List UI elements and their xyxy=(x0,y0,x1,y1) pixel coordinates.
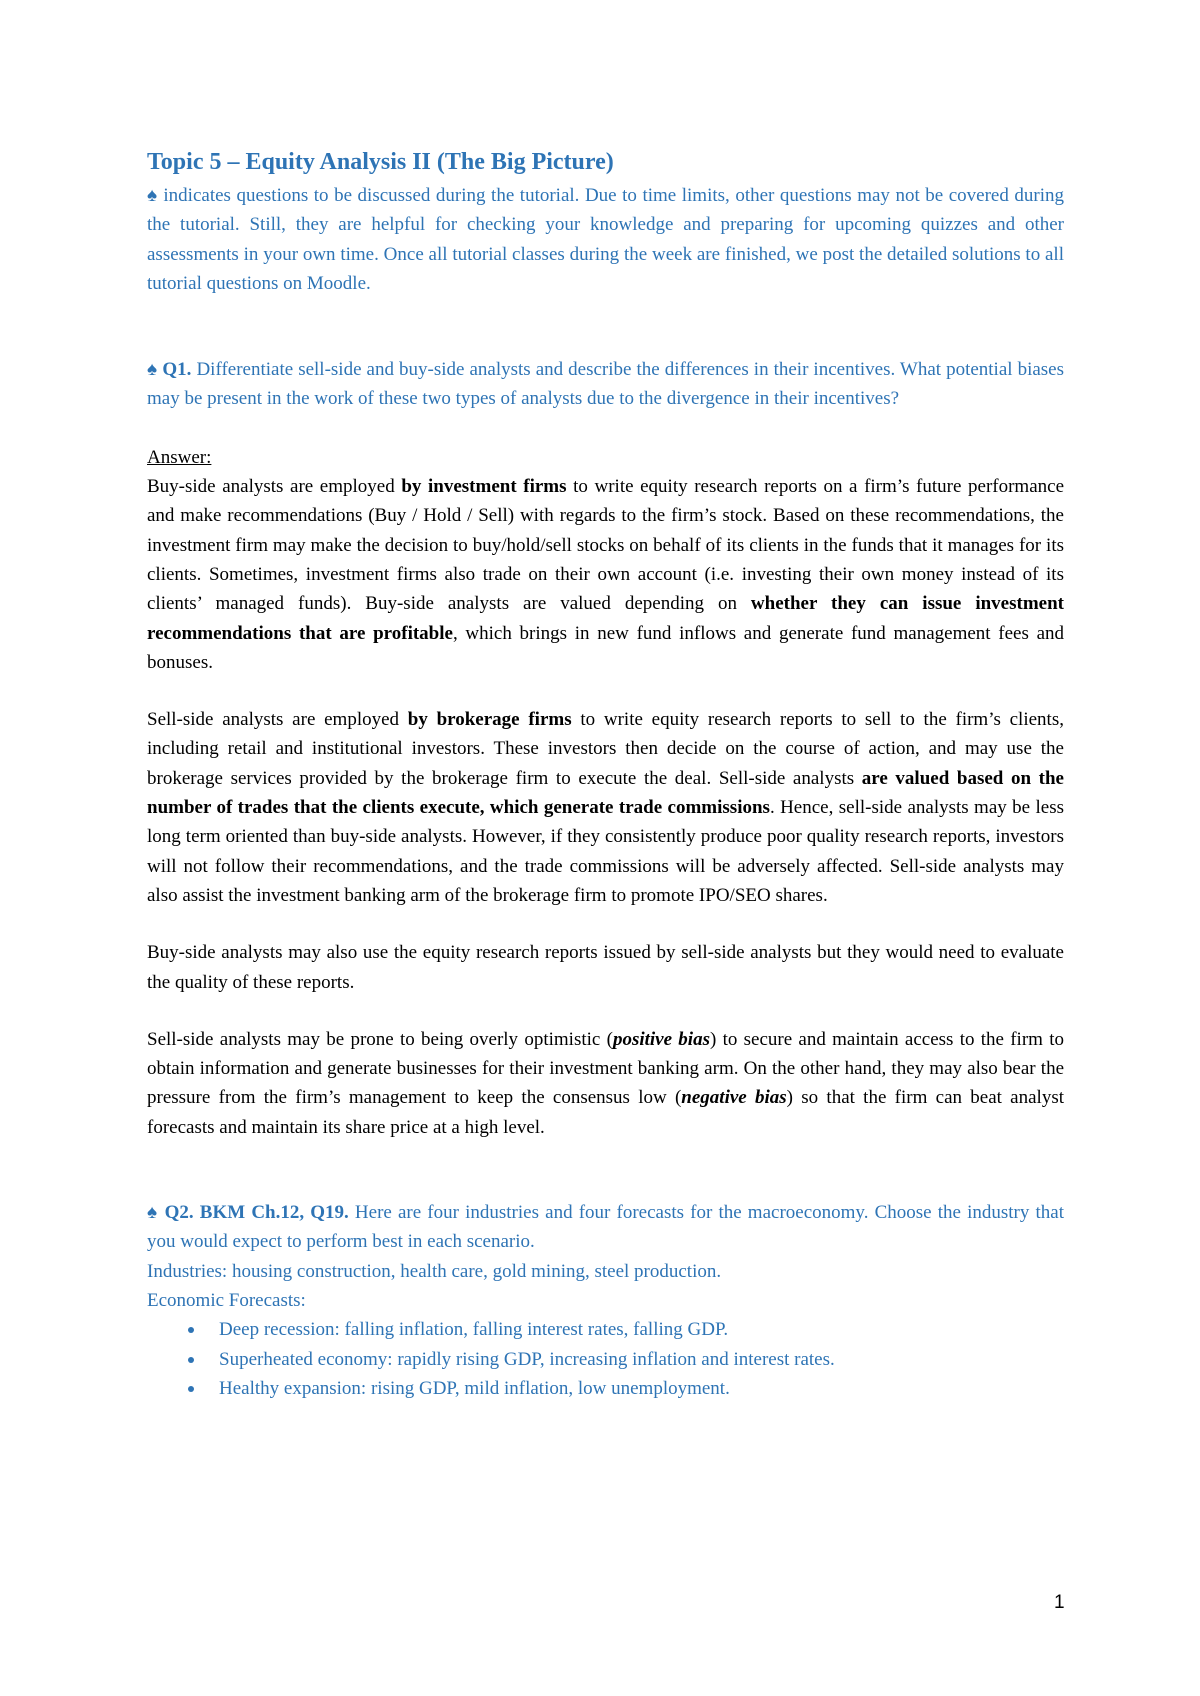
page-number: 1 xyxy=(1054,1592,1065,1613)
text-run: Buy-side analysts are employed xyxy=(147,476,402,498)
text-run: ) so that the firm can beat analyst forecasts and maintain its share price at a high level. xyxy=(147,1087,1064,1138)
bullet-icon xyxy=(188,1386,194,1392)
answer-paragraph-sell-side xyxy=(147,705,1064,910)
industries-line: Industries: housing construction, health care, gold mining, steel production. xyxy=(147,1260,722,1282)
text-run: , which brings in new fund inflows and generate fund management fees and bonuses. xyxy=(147,622,1065,673)
text-run: to write equity research reports on a firm’s future performance and make recommendations (Buy / Hold / Sell) with regards to the firm’s stock. Based on these recommendations, the investment firm may make the decision to buy/hold/sell stocks on behalf of its clients in the funds that it manages for its clients. Sometimes, investment firms also trade on their own account (i.e. investing their own money instead of its clients’ managed funds). Buy-side analysts are valued depending on xyxy=(147,476,1065,615)
answer-paragraph-reports: Buy-side analysts may also use the equity research reports issued by sell-side analysts but they would need to evaluate the quality of these reports. xyxy=(147,942,1064,993)
bullet-icon xyxy=(188,1327,194,1333)
list-item xyxy=(147,1374,1064,1403)
bold-run: are valued based on the number of trades that the clients execute, which generate trade commissions xyxy=(147,767,1064,819)
text-run: to write equity research reports to sell to the firm’s clients, including retail and institutional investors. These investors then decide on the course of action, and may use the brokerage services provided by the brokerage firm to execute the deal. Sell-side analysts xyxy=(147,709,1064,789)
forecast-text: Superheated economy: rapidly rising GDP, increasing inflation and interest rates. xyxy=(219,1348,835,1370)
bold-italic-run: negative bias xyxy=(681,1087,787,1109)
page-title: Topic 5 – Equity Analysis II (The Big Picture) xyxy=(147,149,614,175)
bold-run: whether they can issue investment recommendations that are profitable xyxy=(147,593,1064,644)
answer-label: Answer: xyxy=(147,446,212,468)
bullet-icon xyxy=(188,1357,194,1363)
forecast-list xyxy=(147,1315,1064,1403)
forecasts-label: Economic Forecasts: xyxy=(147,1289,306,1311)
forecast-text: Healthy expansion: rising GDP, mild inflation, low unemployment. xyxy=(219,1377,730,1399)
answer-paragraph-biases xyxy=(147,1025,1064,1142)
forecast-text: Deep recession: falling inflation, falling interest rates, falling GDP. xyxy=(219,1319,729,1341)
intro-paragraph: ♠ indicates questions to be discussed during the tutorial. Due to time limits, other questions may not be covered during the tutorial. Still, they are helpful for checking your knowledge and preparing for upcoming quizzes and other assessments in your own time. Once all tutorial classes during the week are finished, we post the detailed solutions to all tutorial questions on Moodle. xyxy=(147,185,1064,294)
bold-run: by brokerage firms xyxy=(407,709,572,731)
text-run: Sell-side analysts are employed xyxy=(147,709,408,731)
question-2-marker: ♠ Q2. BKM Ch.12, Q19. xyxy=(147,1202,349,1224)
question-2-text: Here are four industries and four forecasts for the macroeconomy. Choose the industry that you would expect to perform best in each scenario. xyxy=(147,1202,1064,1253)
list-item xyxy=(147,1345,1064,1374)
text-run: ) to secure and maintain access to the firm to obtain information and generate businesses for their investment banking arm. On the other hand, they may also bear the pressure from the firm’s management to keep the consensus low ( xyxy=(147,1028,1064,1109)
bold-italic-run: positive bias xyxy=(612,1028,710,1050)
bold-run: by investment firms xyxy=(401,476,567,498)
question-1-marker: ♠ Q1. xyxy=(147,359,192,381)
answer-paragraph-buy-side xyxy=(147,472,1064,677)
question-1-text: Differentiate sell-side and buy-side analysts and describe the differences in their incentives. What potential biases may be present in the work of these two types of analysts due to the divergence in their incentives? xyxy=(147,359,1065,410)
list-item xyxy=(147,1315,1064,1344)
text-run: . Hence, sell-side analysts may be less long term oriented than buy-side analysts. However, if they consistently produce poor quality research reports, investors will not follow their recommendations, and the trade commissions will be adversely affected. Sell-side analysts may also assist the investment banking arm of the brokerage firm to promote IPO/SEO shares. xyxy=(147,797,1064,906)
question-2 xyxy=(147,1198,1064,1257)
question-1 xyxy=(147,355,1064,414)
page-content xyxy=(147,145,1064,1403)
text-run: Sell-side analysts may be prone to being overly optimistic ( xyxy=(147,1028,613,1050)
